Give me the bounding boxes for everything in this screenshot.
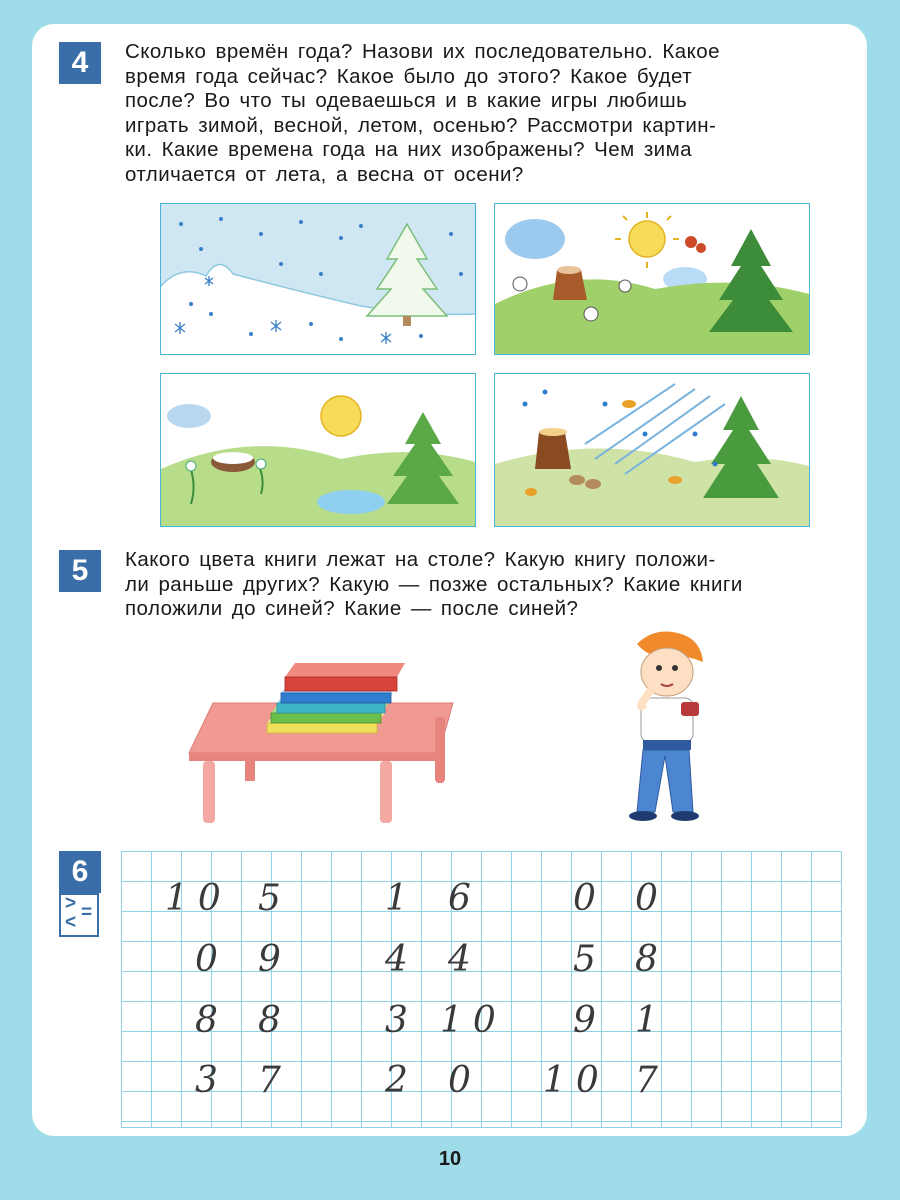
number-cell: 8: [195, 1000, 228, 1041]
number-cell: 0: [635, 878, 668, 919]
greater-sign: >: [65, 893, 77, 914]
number-cell: 7: [258, 1060, 291, 1101]
number-cell: 3: [385, 1000, 418, 1041]
task-5-number: 5: [59, 550, 101, 592]
task-4-line: Сколько времён года? Назови их последовательно. Какое: [125, 40, 720, 63]
number-cell: 0: [195, 939, 228, 980]
number-cell: 0: [573, 878, 606, 919]
task-5-line: положили до синей? Какие — после синей?: [125, 597, 579, 620]
number-cell: 0: [448, 1060, 481, 1101]
task-5-text: [125, 548, 843, 622]
task-4-text: [125, 40, 843, 187]
task-5-line: ли раньше других? Какую — позже остальных? Какие книги: [125, 572, 743, 596]
task-5-line: Какого цвета книги лежат на столе? Какую книгу положи-: [125, 548, 716, 571]
number-cell: 7: [635, 1060, 668, 1101]
number-cell: 9: [573, 1000, 606, 1041]
number-cell: 6: [448, 878, 481, 919]
number-cell: 1: [635, 1000, 668, 1041]
equals-sign: =: [81, 902, 93, 923]
task-4-line: после? Во что ты одеваешься и в какие игры любишь: [125, 89, 688, 112]
task-4-line: время года сейчас? Какое было до этого? Какое будет: [125, 64, 693, 88]
task-4-line: ки. Какие времена года на них изображены? Чем зима: [125, 138, 692, 161]
task-4-line: играть зимой, весной, летом, осенью? Рассмотри картин-: [125, 113, 717, 137]
winter-picture: [160, 203, 476, 355]
number-cell: 10: [165, 878, 231, 919]
task-6-number: 6: [59, 851, 101, 893]
task-4-number: 4: [59, 42, 101, 84]
less-sign: <: [65, 912, 77, 933]
summer-picture: [494, 203, 810, 355]
number-cell: 10: [440, 1000, 506, 1041]
number-cell: 8: [258, 1000, 291, 1041]
number-cell: 5: [573, 939, 606, 980]
autumn-picture: [494, 373, 810, 527]
page-number: 10: [438, 1148, 462, 1170]
number-cell: 4: [385, 939, 418, 980]
task-4-line: отличается от лета, а весна от осени?: [125, 162, 524, 186]
number-cell: 9: [258, 939, 291, 980]
spring-picture: [160, 373, 476, 527]
number-cell: 10: [543, 1060, 609, 1101]
number-cell: 8: [635, 939, 668, 980]
thinking-boy: [615, 626, 725, 826]
number-cell: 1: [385, 878, 418, 919]
number-cell: 3: [195, 1060, 228, 1101]
number-cell: 4: [448, 939, 481, 980]
table-with-books: [185, 655, 465, 830]
number-cell: 5: [258, 878, 291, 919]
comparison-signs: [59, 893, 99, 937]
number-cell: 2: [385, 1060, 418, 1101]
